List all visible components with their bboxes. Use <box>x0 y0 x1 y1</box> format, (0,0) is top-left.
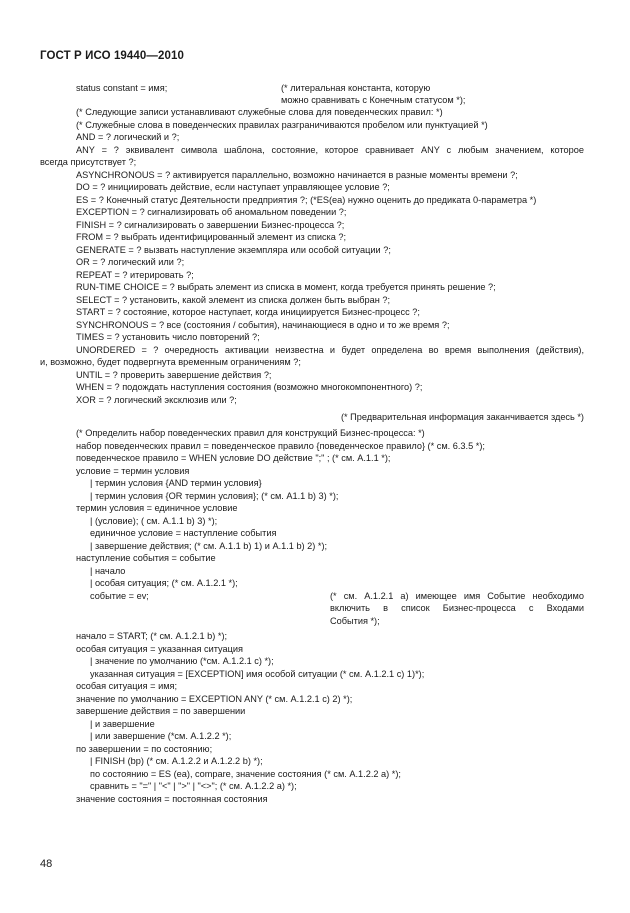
text-line: SYNCHRONOUS = ? все (состояния / события), начинающиеся в одно и то же время ?; <box>76 320 450 330</box>
text-line: | и завершение <box>90 719 155 729</box>
text-line: | FINISH (bp) (* см. А.1.2.2 и А.1.2.2 b) *); <box>90 756 263 766</box>
text-line: (* Предварительная информация заканчивается здесь *) <box>340 412 584 422</box>
text-line: | (условие); ( см. А.1.1 b) 3) *); <box>90 516 218 526</box>
text-line: REPEAT = ? итерировать ?; <box>76 270 194 280</box>
text-line: SELECT = ? установить, какой элемент из списка должен быть выбран ?; <box>76 295 391 305</box>
text-line: OR = ? логический или ?; <box>76 257 185 267</box>
text-line: status constant = имя; <box>76 83 168 93</box>
text-line: включить в список Бизнес-процесса с Входами <box>330 603 584 613</box>
text-line: EXCEPTION = ? сигнализировать об аномальном поведении ?; <box>76 207 347 217</box>
text-line: | завершение действия; (* см. А.1.1 b) 1) и А.1.1 b) 2) *); <box>90 541 328 551</box>
text-line: XOR = ? логический эксклюзив или ?; <box>76 395 237 405</box>
text-line: сравнить = "=" | "<" | ">" | "<>"; (* см. А.1.2.2 а) *); <box>90 781 297 791</box>
text-line: всегда присутствует ?; <box>40 157 137 167</box>
text-line: значение состояния = постоянная состояния <box>76 794 268 804</box>
text-line: и, возможно, будет подвергнута временным ограничениям ?; <box>40 357 301 367</box>
text-line: набор поведенческих правил = поведенческое правило {поведенческое правило} (* см. 6.3.5 *); <box>76 441 485 451</box>
text-line: завершение действия = по завершении <box>76 706 246 716</box>
text-line: единичное условие = наступление события <box>90 528 277 538</box>
text-line: наступление события = событие <box>76 553 216 563</box>
text-line: DO = ? инициировать действие, если наступает управляющее условие ?; <box>76 182 390 192</box>
text-line: | начало <box>90 566 126 576</box>
text-line: значение по умолчанию = EXCEPTION ANY (* см. А.1.2.1 с) 2) *); <box>76 694 353 704</box>
text-line: | значение по умолчанию (*см. А.1.2.1 с) *); <box>90 656 274 666</box>
text-line: (* Служебные слова в поведенческих правилах разграничиваются пробелом или пунктуацией *) <box>76 120 488 130</box>
text-line: по завершении = по состоянию; <box>76 744 213 754</box>
text-line: START = ? состояние, которое наступает, когда инициируется Бизнес-процесс ?; <box>76 307 420 317</box>
text-line: WHEN = ? подождать наступления состояния (возможно многокомпонентного) ?; <box>76 382 423 392</box>
text-line: | термин условия {OR термин условия}; (* см. А1.1 b) 3) *); <box>90 491 339 501</box>
text-line: по состоянию = ES (ea), compare, значение состояния (* см. А.1.2.2 а) *); <box>90 769 401 779</box>
text-line: событие = ev; <box>90 591 149 601</box>
text-line: термин условия = единичное условие <box>76 503 238 513</box>
text-line: | особая ситуация; (* см. А.1.2.1 *); <box>90 578 238 588</box>
text-line: (* см. А.1.2.1 а) имеющее имя Событие необходимо <box>330 591 584 601</box>
text-line: ANY = ? эквивалент символа шаблона, состояние, которое сравнивает ANY с любым значением, которое <box>76 145 584 155</box>
text-line: поведенческое правило = WHEN условие DO действие ";" ; (* см. А.1.1 *); <box>76 453 391 463</box>
text-line: | термин условия {AND термин условия} <box>90 478 262 488</box>
text-line: GENERATE = ? вызвать наступление экземпляра или особой ситуации ?; <box>76 245 391 255</box>
text-line: особая ситуация = имя; <box>76 681 178 691</box>
text-line: FROM = ? выбрать идентифицированный элемент из списка ?; <box>76 232 347 242</box>
text-line: условие = термин условия <box>76 466 190 476</box>
text-line: AND = ? логический и ?; <box>76 132 180 142</box>
text-line: | или завершение (*см. А.1.2.2 *); <box>90 731 232 741</box>
text-line: UNTIL = ? проверить завершение действия ?; <box>76 370 272 380</box>
text-line: можно сравнивать с Конечным статусом *); <box>281 95 466 105</box>
text-line: (* Следующие записи устанавливают служебные слова для поведенческих правил: *) <box>76 107 443 117</box>
text-line: начало = START; (* см. А.1.2.1 b) *); <box>76 631 228 641</box>
text-line: (* Определить набор поведенческих правил для конструкций Бизнес-процесса: *) <box>76 428 425 438</box>
text-line: особая ситуация = указанная ситуация <box>76 644 244 654</box>
text-line: указанная ситуация = [EXCEPTION] имя особой ситуации (* см. А.1.2.1 с) 1)*); <box>90 669 425 679</box>
text-line: TIMES = ? установить число повторений ?; <box>76 332 260 342</box>
text-line: UNORDERED = ? очередность активации неизвестна и будет определена во время выполнения (действия), <box>76 345 584 355</box>
page-number: 48 <box>40 858 53 870</box>
document-header: ГОСТ Р ИСО 19440—2010 <box>40 50 185 62</box>
text-line: FINISH = ? сигнализировать о завершении Бизнес-процесса ?; <box>76 220 345 230</box>
text-line: События *); <box>330 616 380 626</box>
text-line: ASYNCHRONOUS = ? активируется параллельно, возможно начинается в разные моменты времени ?; <box>76 170 518 180</box>
text-line: (* литеральная константа, которую <box>281 83 431 93</box>
text-line: ES = ? Конечный статус Деятельности предприятия ?; (*ES(ea) нужно оценить до предиката 0-параметра *) <box>76 195 537 205</box>
text-line: RUN-TIME CHOICE = ? выбрать элемент из списка в момент, когда требуется принять решение ?; <box>76 282 496 292</box>
